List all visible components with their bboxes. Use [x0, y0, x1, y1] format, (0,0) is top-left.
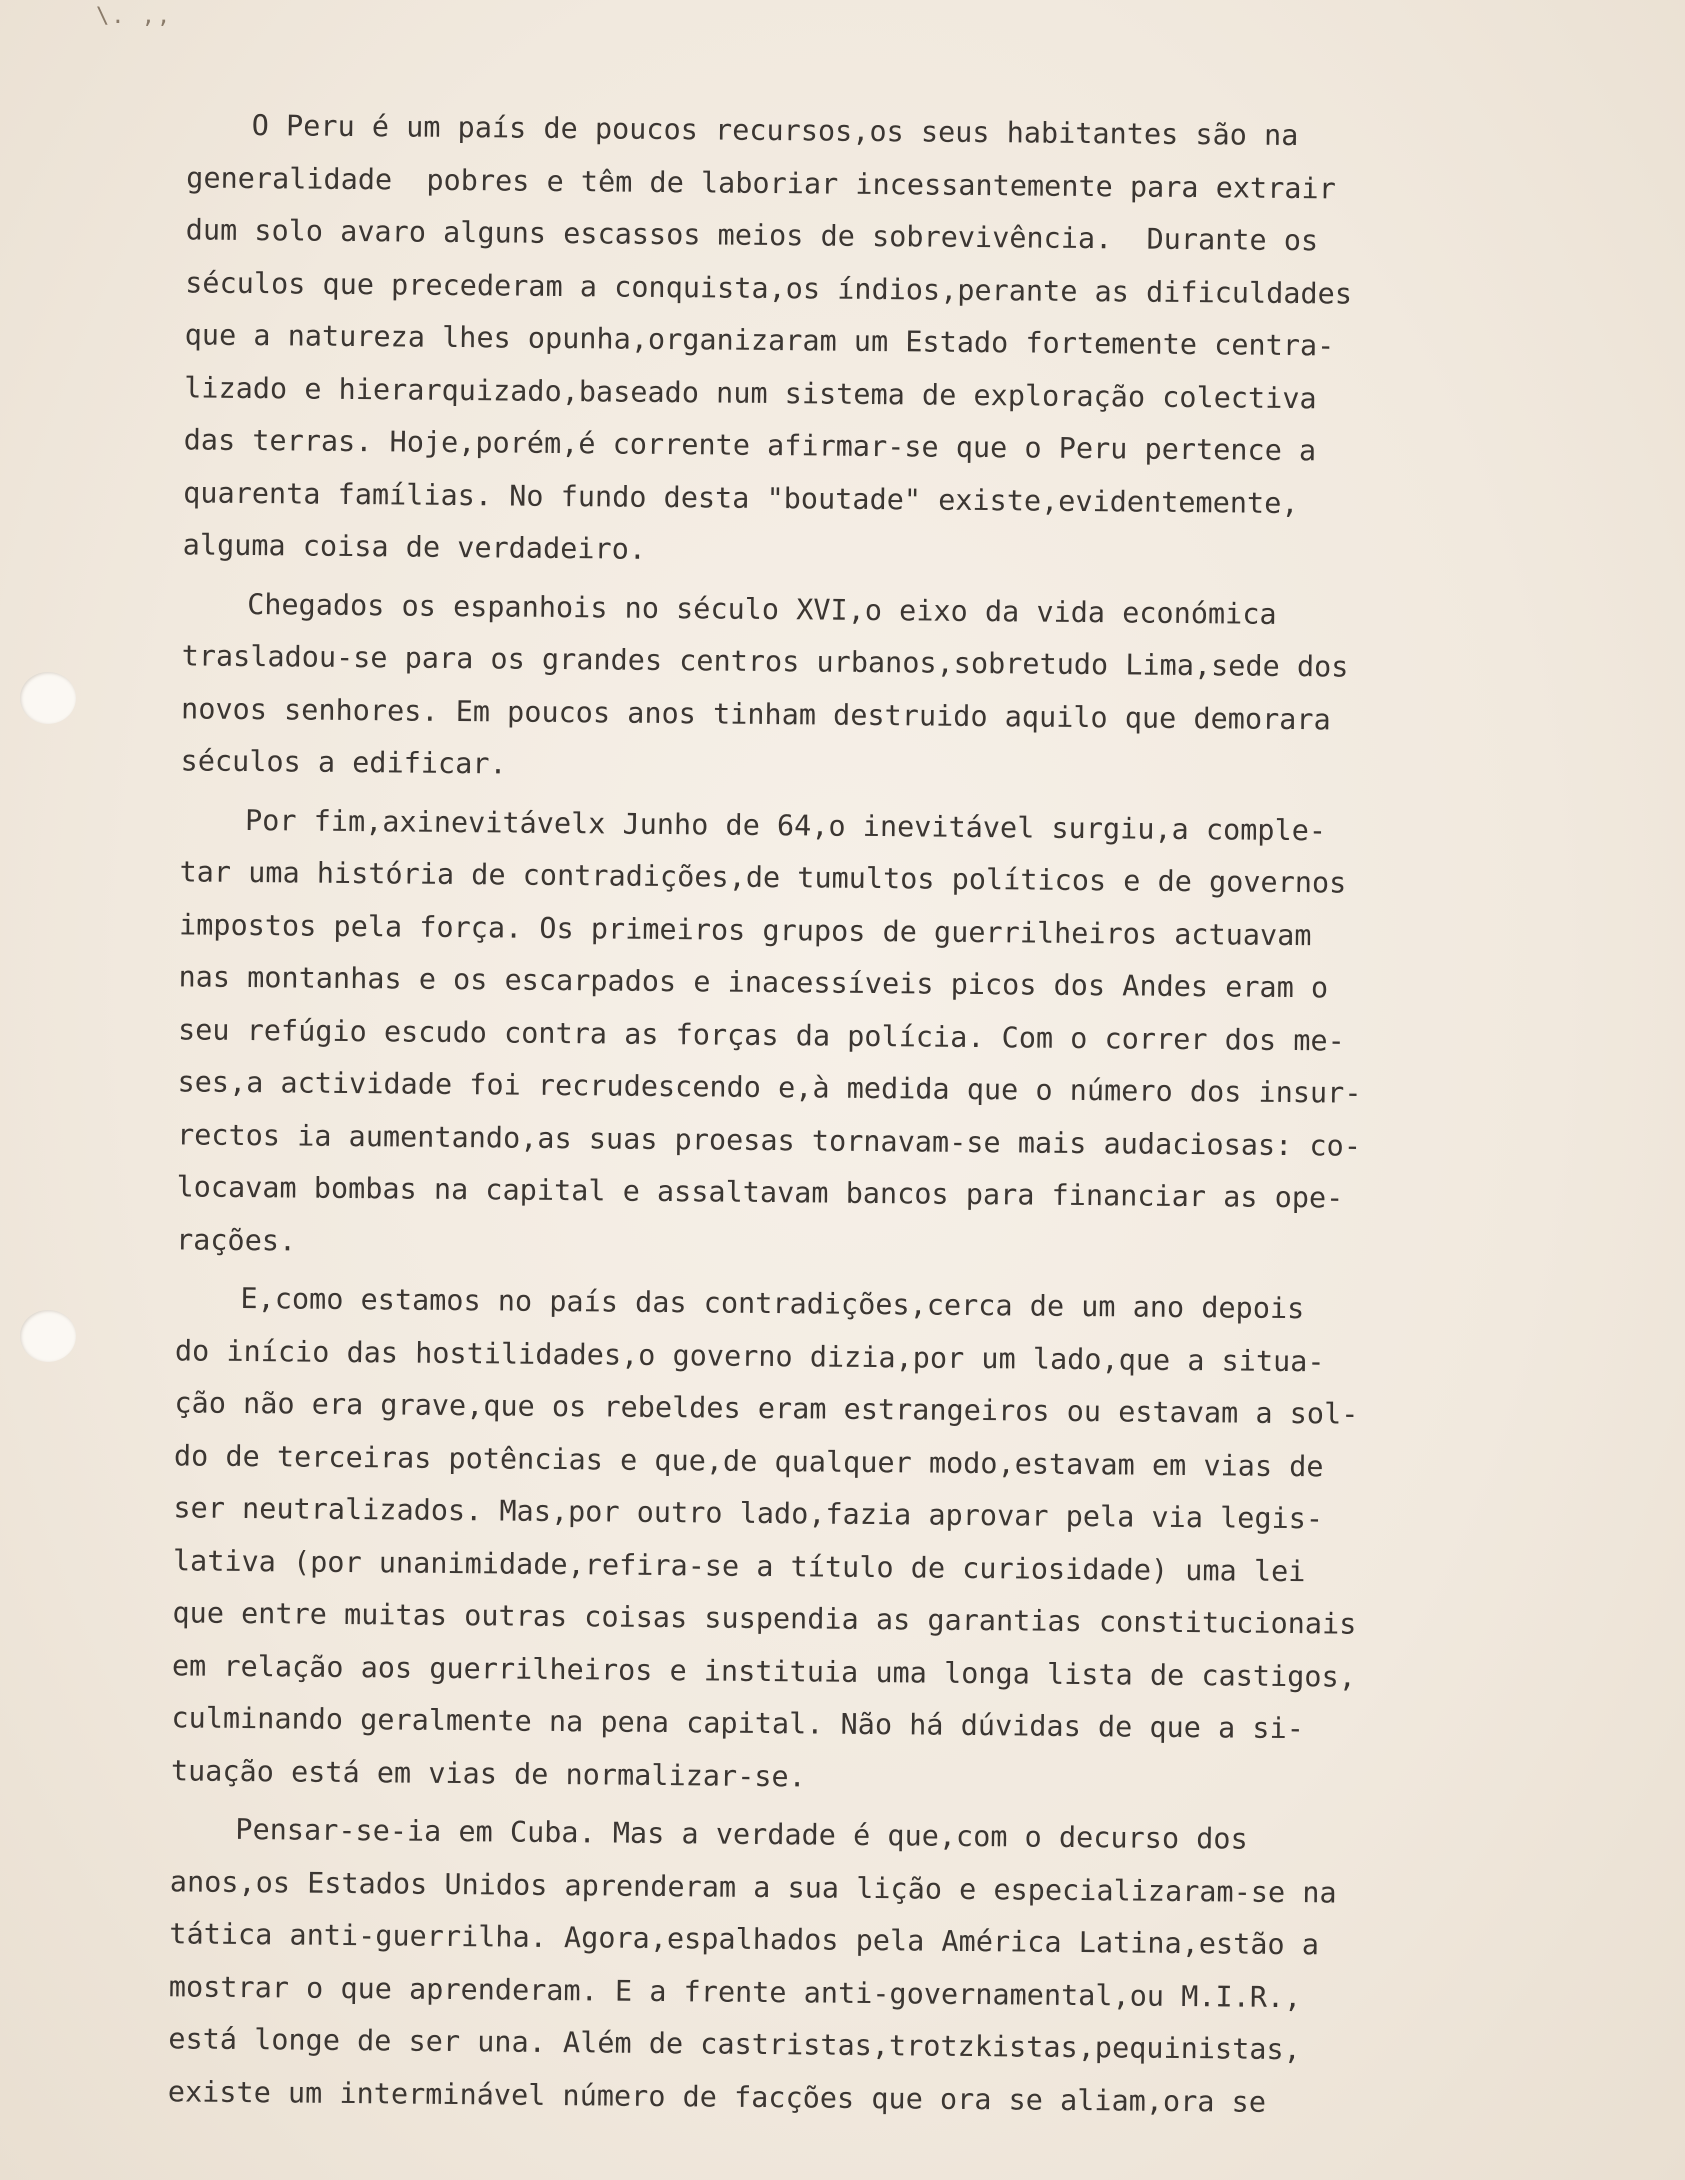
- typewritten-text: [167, 100, 1627, 2132]
- text-line: mostrar o que aprenderam. E a frente anti-governamental,ou M.I.R.,: [168, 1969, 1302, 2014]
- text-line: tática anti-guerrilha. Agora,espalhados pela América Latina,estão a: [169, 1917, 1320, 1962]
- text-line: novos senhores. Em poucos anos tinham destruido aquilo que demorara: [180, 691, 1331, 736]
- punch-hole: [20, 1310, 76, 1362]
- text-line: culminando geralmente na pena capital. Não há dúvidas de que a si-: [171, 1701, 1305, 1746]
- text-line: que a natureza lhes opunha,organizaram um Estado fortemente centra-: [184, 318, 1335, 363]
- text-line: existe um interminável número de facções que ora se aliam,ora se: [167, 2074, 1267, 2119]
- text-line: que entre muitas outras coisas suspendia as garantias constitucionais: [172, 1596, 1357, 1641]
- text-line: seu refúgio escudo contra as forças da polícia. Com o correr dos me-: [177, 1012, 1345, 1058]
- text-line: nas montanhas e os escarpados e inacessíveis picos dos Andes eram o: [178, 960, 1329, 1005]
- text-line: séculos a edificar.: [180, 744, 507, 781]
- text-line: quarenta famílias. No fundo desta "boutade" existe,evidentemente,: [183, 475, 1299, 520]
- text-line: impostos pela força. Os primeiros grupos de guerrilheiros actuavam: [178, 907, 1312, 952]
- text-line: O Peru é um país de poucos recursos,os seus habitantes são na: [251, 108, 1299, 153]
- text-line: está longe de ser una. Além de castristas,trotzkistas,pequinistas,: [168, 2022, 1301, 2067]
- text-line: do início das hostilidades,o governo dizia,por um lado,que a situa-: [174, 1333, 1325, 1378]
- text-line: locavam bombas na capital e assaltavam bancos para financiar as ope-: [176, 1170, 1344, 1215]
- text-line: ser neutralizados. Mas,por outro lado,fazia aprovar pela via legis-: [173, 1491, 1324, 1536]
- text-line: dum solo avaro alguns escassos meios de sobrevivência. Durante os: [185, 213, 1319, 258]
- text-line: Por fim,axinevitávelx Junho de 64,o inevitável surgiu,a comple-: [244, 803, 1327, 847]
- text-line: alguma coisa de verdadeiro.: [182, 528, 647, 566]
- corner-mark: \. ,,: [96, 4, 173, 29]
- text-line: Chegados os espanhois no século XVI,o eixo da vida económica: [247, 587, 1277, 631]
- text-line: em relação aos guerrilheiros e instituia uma longa lista de castigos,: [171, 1648, 1357, 1694]
- text-line: E,como estamos no país das contradições,cerca de um ano depois: [240, 1281, 1305, 1326]
- text-line: das terras. Hoje,porém,é corrente afirmar-se que o Peru pertence a: [183, 423, 1317, 468]
- text-line: do de terceiras potências e que,de qualquer modo,estavam em vias de: [173, 1438, 1324, 1483]
- text-line: generalidade pobres e têm de laboriar incessantemente para extrair: [186, 160, 1336, 205]
- text-line: trasladou-se para os grandes centros urbanos,sobretudo Lima,sede dos: [181, 639, 1349, 684]
- text-line: lizado e hierarquizado,baseado num sistema de exploração colectiva: [184, 370, 1317, 415]
- text-line: Pensar-se-ia em Cuba. Mas a verdade é que,com o decurso dos: [235, 1812, 1248, 1856]
- text-line: ção não era grave,que os rebeldes eram estrangeiros ou estavam a sol-: [174, 1386, 1359, 1431]
- text-line: tuação está em vias de normalizar-se.: [170, 1753, 806, 1793]
- text-line: lativa (por unanimidade,refira-se a título de curiosidade) uma lei: [172, 1543, 1306, 1588]
- text-line: rectos ia aumentando,as suas proesas tornavam-se mais audaciosas: co-: [176, 1117, 1362, 1163]
- text-line: ses,a actividade foi recrudescendo e,à medida que o número dos insur-: [177, 1065, 1362, 1110]
- text-line: séculos que precederam a conquista,os índios,perante as dificuldades: [185, 265, 1353, 311]
- text-line: rações.: [175, 1222, 297, 1257]
- punch-hole: [20, 672, 76, 724]
- text-line: tar uma história de contradições,de tumultos políticos e de governos: [179, 855, 1347, 900]
- text-line: anos,os Estados Unidos aprenderam a sua lição e especializaram-se na: [169, 1864, 1337, 1909]
